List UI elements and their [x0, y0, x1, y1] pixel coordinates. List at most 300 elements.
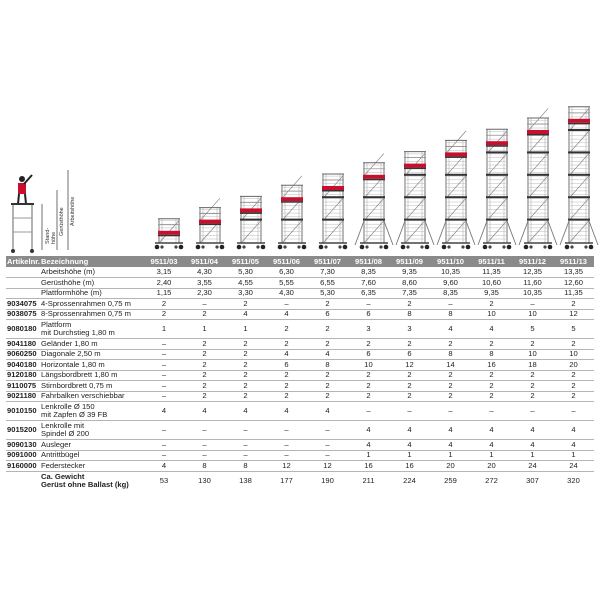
header-model: 9511/08 [348, 256, 389, 267]
platform [363, 179, 385, 181]
value-cell: 4 [307, 349, 348, 360]
wheel [174, 245, 177, 248]
value-cell: 2 [389, 299, 430, 310]
value-cell: – [348, 299, 389, 310]
value-cell: 2 [184, 360, 225, 371]
value-cell: – [144, 391, 184, 402]
platform [240, 212, 262, 214]
toe-board [363, 175, 385, 179]
value-cell: 4,30 [184, 267, 225, 278]
platform [527, 174, 549, 176]
height-reference-drawing [11, 170, 76, 253]
table-row [6, 309, 594, 320]
header-model: 9511/06 [266, 256, 307, 267]
description-cell: Lenkrolle Ø 150 mit Zapfen Ø 39 FB [40, 402, 144, 421]
value-cell: – [512, 299, 553, 310]
platform [445, 156, 467, 158]
scaffold-tower [437, 131, 475, 249]
article-number-cell: 9041180 [6, 339, 40, 350]
value-cell: 138 [239, 475, 252, 485]
header-model: 9511/10 [430, 256, 471, 267]
article-number-cell: 9091000 [6, 450, 40, 461]
table-row [6, 360, 594, 371]
wheel [447, 245, 450, 248]
value-cell: 2 [348, 381, 389, 392]
platform [445, 196, 467, 198]
wheel [401, 245, 406, 250]
value-cell: 1 [553, 450, 594, 461]
toe-board [199, 220, 221, 224]
table-row [6, 299, 594, 310]
value-cell: – [144, 421, 184, 440]
value-cell: 5,30 [225, 267, 266, 278]
header-description: Bezeichnung [40, 256, 144, 267]
value-cell: 2 [307, 391, 348, 402]
value-cell: 20 [471, 461, 512, 472]
header-model: 9511/13 [553, 256, 594, 267]
header-model: 9511/09 [389, 256, 430, 267]
value-cell: 4 [471, 421, 512, 440]
table-row [6, 278, 594, 289]
value-cell: 4 [430, 421, 471, 440]
stand-height-label: Stand-höhe [45, 227, 57, 244]
platform [527, 151, 549, 153]
wheel [543, 245, 546, 248]
value-cell: 2,30 [184, 288, 225, 299]
outrigger [507, 221, 516, 245]
value-cell: – [430, 402, 471, 421]
value-cell: 8 [184, 461, 225, 472]
value-cell: 3 [389, 320, 430, 339]
value-cell: 2 [389, 370, 430, 381]
table-header-row [6, 256, 594, 267]
header-model: 9511/07 [307, 256, 348, 267]
value-cell: 6,35 [348, 288, 389, 299]
value-cell: 1 [512, 450, 553, 461]
value-cell: 6 [307, 309, 348, 320]
platform [486, 174, 508, 176]
value-cell: 4 [225, 402, 266, 421]
value-cell: 5,55 [266, 278, 307, 289]
table-row [6, 370, 594, 381]
value-cell: 53 [159, 475, 169, 485]
value-cell: – [266, 440, 307, 451]
value-cell: 1 [389, 450, 430, 461]
description-cell: Arbeitshöhe (m) [40, 267, 144, 278]
value-cell: 8 [430, 309, 471, 320]
toe-board [158, 231, 180, 235]
wheel [529, 245, 532, 248]
value-cell: 12 [389, 360, 430, 371]
wheel [365, 245, 368, 248]
value-cell: 4 [225, 309, 266, 320]
header-model: 9511/03 [144, 256, 184, 267]
value-cell: 5 [553, 320, 594, 339]
wheel [406, 245, 409, 248]
value-cell: 3,55 [184, 278, 225, 289]
value-cell: 307 [526, 475, 539, 485]
platform [322, 196, 344, 198]
article-number-cell: 9038075 [6, 309, 40, 320]
wheel [584, 245, 587, 248]
value-cell: 1,15 [144, 288, 184, 299]
value-cell: 8 [225, 461, 266, 472]
description-cell: 8-Sprossenrahmen 0,75 m [40, 309, 144, 320]
value-cell: – [430, 299, 471, 310]
scaffold-height-label: Gerüsthöhe [59, 207, 65, 236]
value-cell: – [225, 440, 266, 451]
value-cell: – [307, 421, 348, 440]
description-cell: 4-Sprossenrahmen 0,75 m [40, 299, 144, 310]
platform [445, 219, 467, 221]
value-cell: 12 [553, 309, 594, 320]
table-row [6, 450, 594, 461]
header-model: 9511/04 [184, 256, 225, 267]
value-cell: 24 [512, 461, 553, 472]
value-cell: – [266, 450, 307, 461]
value-cell: 8 [389, 309, 430, 320]
value-cell: 9,60 [430, 278, 471, 289]
value-cell: – [144, 349, 184, 360]
scaffold-tower [355, 153, 393, 249]
wheel [461, 245, 464, 248]
value-cell: – [144, 450, 184, 461]
wheel [278, 245, 283, 250]
wheel [338, 245, 341, 248]
value-cell: 2 [184, 309, 225, 320]
value-cell: – [553, 402, 594, 421]
value-cell: 2 [307, 370, 348, 381]
platform [445, 174, 467, 176]
value-cell: 2 [348, 391, 389, 402]
value-cell: 2 [307, 381, 348, 392]
value-cell: 2 [307, 320, 348, 339]
wheel [319, 245, 324, 250]
platform [527, 219, 549, 221]
header-article-no: Artikelnr. [7, 256, 40, 266]
value-cell: 3,15 [144, 267, 184, 278]
wheel [379, 245, 382, 248]
wheel [524, 245, 529, 250]
scaffold-towers [155, 107, 598, 250]
table-row [6, 288, 594, 299]
value-cell: 10,35 [430, 267, 471, 278]
wheel [343, 245, 348, 250]
value-cell: 5 [512, 320, 553, 339]
value-cell: 8 [430, 349, 471, 360]
platform [568, 123, 590, 125]
value-cell: 2 [225, 370, 266, 381]
scaffold-tower [319, 174, 348, 249]
table-row [6, 267, 594, 278]
wheel [302, 245, 307, 250]
article-number-cell [6, 471, 40, 490]
value-cell: 8 [471, 349, 512, 360]
value-cell: – [512, 402, 553, 421]
value-cell: 2 [184, 370, 225, 381]
value-cell: 11,35 [553, 288, 594, 299]
scaffold-tower [155, 219, 184, 250]
value-cell: 11,60 [512, 278, 553, 289]
wheel [507, 245, 512, 250]
wheel [160, 245, 163, 248]
parts-table [6, 256, 594, 490]
value-cell: 2 [389, 391, 430, 402]
wheel [425, 245, 430, 250]
wheel [297, 245, 300, 248]
value-cell: 10,35 [512, 288, 553, 299]
table-row [6, 471, 594, 490]
header-model: 9511/12 [512, 256, 553, 267]
value-cell: 2 [553, 339, 594, 350]
value-cell: 4 [266, 349, 307, 360]
wheel [283, 245, 286, 248]
value-cell: 4 [144, 461, 184, 472]
platform [486, 151, 508, 153]
value-cell: 2 [430, 381, 471, 392]
platform [240, 219, 262, 221]
article-number-cell: 9040180 [6, 360, 40, 371]
wheel [242, 245, 245, 248]
toe-board [281, 197, 303, 201]
value-cell: 2 [225, 339, 266, 350]
value-cell: 12 [266, 461, 307, 472]
value-cell: 130 [198, 475, 211, 485]
value-cell: 2 [266, 391, 307, 402]
platform [527, 134, 549, 136]
platform [158, 235, 180, 237]
table-row [6, 461, 594, 472]
scaffold-tower [278, 176, 307, 250]
value-cell: 1 [184, 320, 225, 339]
value-cell: 12 [307, 461, 348, 472]
article-number-cell: 9120180 [6, 370, 40, 381]
value-cell: – [266, 421, 307, 440]
value-cell: 2 [389, 339, 430, 350]
toe-board [486, 141, 508, 145]
value-cell: 2 [512, 339, 553, 350]
value-cell: 4 [553, 421, 594, 440]
article-number-cell: 9034075 [6, 299, 40, 310]
value-cell: 4,30 [266, 288, 307, 299]
value-cell: 2 [471, 391, 512, 402]
value-cell: 10 [553, 349, 594, 360]
value-cell: 2 [266, 370, 307, 381]
article-number-cell: 9015200 [6, 421, 40, 440]
value-cell: 4 [348, 440, 389, 451]
outrigger [437, 221, 446, 245]
wheel [565, 245, 570, 250]
value-cell: 6,55 [307, 278, 348, 289]
value-cell: 10 [512, 309, 553, 320]
value-cell: 8,35 [348, 267, 389, 278]
platform [568, 196, 590, 198]
value-cell: 1 [225, 320, 266, 339]
value-cell: 16 [348, 461, 389, 472]
value-cell: 12,35 [512, 267, 553, 278]
value-cell: 2 [266, 320, 307, 339]
value-cell: – [307, 440, 348, 451]
value-cell: 2 [184, 339, 225, 350]
value-cell: 2 [144, 299, 184, 310]
value-cell: 1 [348, 450, 389, 461]
value-cell: 320 [567, 475, 580, 485]
value-cell: 2 [430, 339, 471, 350]
value-cell: 4 [266, 309, 307, 320]
value-cell: 2 [553, 370, 594, 381]
value-cell: – [184, 450, 225, 461]
platform [322, 219, 344, 221]
platform [486, 145, 508, 147]
value-cell: 10,60 [471, 278, 512, 289]
article-number-cell: 9110075 [6, 381, 40, 392]
platform [404, 168, 426, 170]
value-cell: 2 [307, 299, 348, 310]
wheel [324, 245, 327, 248]
description-cell: Federstecker [40, 461, 144, 472]
article-number-cell [6, 288, 40, 299]
value-cell: – [307, 450, 348, 461]
value-cell: 2 [553, 381, 594, 392]
value-cell: 8,60 [389, 278, 430, 289]
scaffold-tower [519, 109, 557, 250]
value-cell: 9,35 [471, 288, 512, 299]
value-cell: 6 [348, 349, 389, 360]
value-cell: 2 [471, 370, 512, 381]
scaffold-tower [237, 196, 266, 249]
value-cell: 11,35 [471, 267, 512, 278]
value-cell: 8 [307, 360, 348, 371]
value-cell: 4 [266, 402, 307, 421]
value-cell: 3,30 [225, 288, 266, 299]
value-cell: – [144, 370, 184, 381]
value-cell: 177 [280, 475, 293, 485]
platform [363, 196, 385, 198]
value-cell: 16 [389, 461, 430, 472]
toe-board [568, 119, 590, 123]
value-cell: 2 [266, 339, 307, 350]
wheel [384, 245, 389, 250]
platform [486, 196, 508, 198]
value-cell: 2 [184, 381, 225, 392]
value-cell: 7,35 [389, 288, 430, 299]
value-cell: 4 [553, 440, 594, 451]
description-cell: Längsbordbrett 1,80 m [40, 370, 144, 381]
article-number-cell: 9010150 [6, 402, 40, 421]
value-cell: 4 [389, 440, 430, 451]
value-cell: 18 [512, 360, 553, 371]
table-row [6, 440, 594, 451]
table-row [6, 421, 594, 440]
outrigger [355, 221, 364, 245]
wheel [360, 245, 365, 250]
value-cell: – [184, 440, 225, 451]
value-cell: 2 [225, 299, 266, 310]
value-cell: – [266, 299, 307, 310]
value-cell: 2 [512, 370, 553, 381]
value-cell: 2 [430, 391, 471, 402]
value-cell: 10 [471, 309, 512, 320]
article-number-cell: 9060250 [6, 349, 40, 360]
value-cell: 224 [403, 475, 416, 485]
value-cell: 13,35 [553, 267, 594, 278]
work-height-label: Arbeitshöhe [70, 196, 76, 226]
outrigger [384, 221, 393, 245]
value-cell: 5,30 [307, 288, 348, 299]
toe-board [404, 164, 426, 168]
value-cell: 2 [430, 370, 471, 381]
article-number-cell: 9021180 [6, 391, 40, 402]
outrigger [466, 221, 475, 245]
value-cell: 4 [348, 421, 389, 440]
value-cell: 2 [184, 349, 225, 360]
article-number-cell [6, 278, 40, 289]
value-cell: – [389, 402, 430, 421]
scaffold-tower [196, 198, 225, 249]
value-cell: – [144, 339, 184, 350]
outrigger [519, 221, 528, 245]
scaffold-tower [396, 152, 434, 250]
platform [199, 224, 221, 226]
value-cell: – [144, 360, 184, 371]
wheel [488, 245, 491, 248]
value-cell: 2 [348, 339, 389, 350]
value-cell: 2 [144, 309, 184, 320]
value-cell: 4,55 [225, 278, 266, 289]
value-cell: 2 [266, 381, 307, 392]
platform [363, 219, 385, 221]
value-cell: 272 [485, 475, 498, 485]
value-cell: 20 [430, 461, 471, 472]
toe-board [445, 152, 467, 156]
value-cell: 9,35 [389, 267, 430, 278]
article-number-cell: 9090130 [6, 440, 40, 451]
table-row [6, 391, 594, 402]
value-cell: 20 [553, 360, 594, 371]
value-cell: 2 [389, 381, 430, 392]
wheel [570, 245, 573, 248]
description-cell: Ca. Gewicht Gerüst ohne Ballast (kg) [41, 471, 129, 489]
platform [527, 196, 549, 198]
toe-board [322, 186, 344, 190]
value-cell: 2,40 [144, 278, 184, 289]
value-cell: 259 [444, 475, 457, 485]
description-cell: Horizontale 1,80 m [40, 360, 144, 371]
platform [281, 219, 303, 221]
wheel [442, 245, 447, 250]
value-cell: 6 [389, 349, 430, 360]
table-row [6, 320, 594, 339]
scaffold-tower [560, 107, 598, 250]
value-cell: 12,60 [553, 278, 594, 289]
value-cell: 4 [471, 440, 512, 451]
value-cell: 2 [225, 391, 266, 402]
value-cell: – [225, 450, 266, 461]
platform [322, 190, 344, 192]
wheel [502, 245, 505, 248]
outrigger [548, 221, 557, 245]
value-cell: 16 [471, 360, 512, 371]
value-cell: 4 [430, 320, 471, 339]
wheel [220, 245, 225, 250]
value-cell: 6 [266, 360, 307, 371]
value-cell: 4 [512, 440, 553, 451]
value-cell: 2 [307, 339, 348, 350]
outrigger [589, 221, 598, 245]
value-cell: – [144, 381, 184, 392]
outrigger [425, 221, 434, 245]
value-cell: 190 [321, 475, 334, 485]
